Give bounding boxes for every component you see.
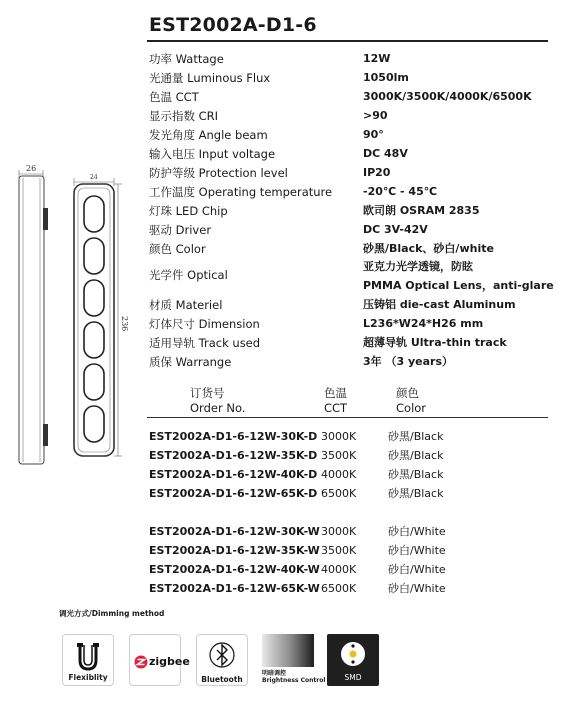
brightness-caption: Brightness Control bbox=[262, 677, 326, 684]
spec-value: L236*W24*H26 mm bbox=[363, 317, 484, 330]
top-view bbox=[74, 184, 114, 456]
side-width-label: 26 bbox=[26, 164, 37, 173]
order-header-order-cn: 订货号 bbox=[190, 386, 225, 400]
spec-value-line2: PMMA Optical Lens，anti-glare bbox=[363, 279, 554, 292]
order-header-color-cn: 颜色 bbox=[396, 386, 419, 400]
brightness-control-icon bbox=[262, 634, 314, 667]
order-number: EST2002A-D1-6-12W-30K-D bbox=[149, 430, 318, 443]
length-label: 236 bbox=[120, 316, 129, 332]
spec-label: 光通量 Luminous Flux bbox=[149, 71, 271, 85]
spec-value: DC 3V-42V bbox=[363, 223, 428, 236]
spec-value: 砂黑/Black、砂白/white bbox=[363, 242, 494, 255]
bluetooth-icon bbox=[197, 639, 247, 675]
product-drawing bbox=[10, 160, 140, 472]
spec-value: 90° bbox=[363, 128, 384, 141]
order-cct: 4000K bbox=[321, 563, 357, 576]
zigbee-icon bbox=[134, 655, 148, 669]
spec-label: 功率 Wattage bbox=[149, 52, 224, 66]
order-header-color-en: Color bbox=[396, 401, 427, 415]
order-cct: 3000K bbox=[321, 525, 357, 538]
spec-label: 适用导轨 Track used bbox=[149, 336, 261, 350]
order-number: EST2002A-D1-6-12W-65K-W bbox=[149, 582, 320, 595]
order-color: 砂黑/Black bbox=[388, 487, 444, 500]
spec-value: 3年 （3 years） bbox=[363, 355, 453, 368]
spec-value: IP20 bbox=[363, 166, 391, 179]
smd-caption: SMD bbox=[344, 673, 362, 682]
order-color: 砂白/White bbox=[388, 525, 446, 538]
spec-value: 1050lm bbox=[363, 71, 409, 84]
spec-value: 亚克力光学透镜，防眩 bbox=[363, 260, 473, 273]
order-number: EST2002A-D1-6-12W-65K-D bbox=[149, 487, 318, 500]
spec-label: 灯体尺寸 Dimension bbox=[149, 317, 260, 331]
spec-value: >90 bbox=[363, 109, 388, 122]
order-color: 砂白/White bbox=[388, 544, 446, 557]
order-number: EST2002A-D1-6-12W-40K-D bbox=[149, 468, 318, 481]
order-cct: 6500K bbox=[321, 582, 357, 595]
brightness-caption-cn: 明暗调控 bbox=[262, 670, 287, 677]
spec-label: 防护等级 Protection level bbox=[149, 166, 288, 180]
order-cct: 3000K bbox=[321, 430, 357, 443]
flexibility-badge bbox=[62, 634, 114, 686]
bluetooth-badge bbox=[196, 634, 248, 686]
order-number: EST2002A-D1-6-12W-35K-W bbox=[149, 544, 320, 557]
zigbee-badge bbox=[129, 634, 190, 686]
dimming-method-label: 调光方式/Dimming method bbox=[59, 609, 165, 618]
spec-label: 色温 CCT bbox=[149, 90, 199, 104]
spec-value: 欧司朗 OSRAM 2835 bbox=[363, 204, 480, 217]
order-cct: 3500K bbox=[321, 544, 357, 557]
order-cct: 3500K bbox=[321, 449, 357, 462]
spec-value: DC 48V bbox=[363, 147, 408, 160]
order-color: 砂黑/Black bbox=[388, 449, 444, 462]
smd-badge bbox=[327, 634, 379, 686]
spec-value: 3000K/3500K/4000K/6500K bbox=[363, 90, 532, 103]
spec-label: 发光角度 Angle beam bbox=[149, 128, 268, 142]
brightness-control-badge bbox=[262, 634, 326, 686]
order-header-cct-en: CCT bbox=[324, 401, 348, 415]
order-color: 砂白/White bbox=[388, 582, 446, 595]
spec-value: 压铸铝 die-cast Aluminum bbox=[363, 298, 516, 311]
spec-label: 显示指数 CRI bbox=[149, 109, 219, 123]
order-cct: 6500K bbox=[321, 487, 357, 500]
spec-value: 12W bbox=[363, 52, 391, 65]
zigbee-caption: zigbee bbox=[149, 655, 190, 668]
spec-label: 材质 Materiel bbox=[149, 298, 223, 312]
top-width-label: 24 bbox=[90, 174, 98, 181]
order-color: 砂黑/Black bbox=[388, 468, 444, 481]
order-number: EST2002A-D1-6-12W-35K-D bbox=[149, 449, 318, 462]
bluetooth-caption: Bluetooth bbox=[201, 675, 243, 684]
spec-label: 质保 Warrange bbox=[149, 355, 232, 369]
order-number: EST2002A-D1-6-12W-30K-W bbox=[149, 525, 320, 538]
order-color: 砂黑/Black bbox=[388, 430, 444, 443]
flexibility-icon bbox=[63, 639, 113, 675]
order-header-cct-cn: 色温 bbox=[324, 386, 347, 400]
side-view bbox=[19, 176, 48, 464]
order-table-divider bbox=[147, 417, 548, 418]
spec-label: 灯珠 LED Chip bbox=[149, 204, 228, 218]
order-header-order-en: Order No. bbox=[190, 401, 246, 415]
spec-label: 颜色 Color bbox=[149, 242, 206, 256]
title-divider bbox=[147, 40, 548, 42]
order-number: EST2002A-D1-6-12W-40K-W bbox=[149, 563, 320, 576]
spec-value: 超薄导轨 Ultra-thin track bbox=[363, 336, 507, 349]
spec-value: -20℃ - 45℃ bbox=[363, 185, 438, 198]
product-title: EST2002A-D1-6 bbox=[149, 14, 317, 36]
spec-label: 驱动 Driver bbox=[149, 223, 212, 237]
spec-label: 输入电压 Input voltage bbox=[149, 147, 276, 161]
length-dimension bbox=[114, 184, 129, 456]
spec-label: 工作温度 Operating temperature bbox=[149, 185, 333, 199]
spec-label: 光学件 Optical bbox=[149, 268, 228, 282]
order-cct: 4000K bbox=[321, 468, 357, 481]
order-color: 砂白/White bbox=[388, 563, 446, 576]
flexibility-caption: Flexiblity bbox=[68, 673, 108, 682]
